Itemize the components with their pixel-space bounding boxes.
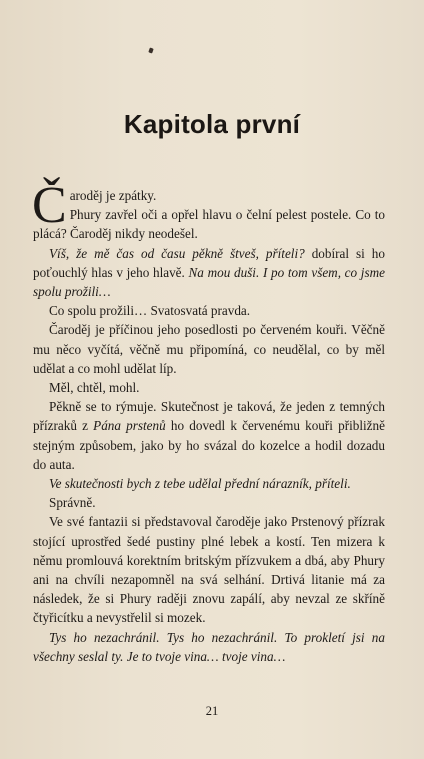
- text-run: Čaroděj je příčinou jeho posedlosti po červeném kouři. Věčně mu něco vyčítá, věčně mu připomíná, co neudělal, co by měl udělat a co mohl udělat líp.: [33, 322, 385, 376]
- text-run: Ve skutečnosti bych z tebe udělal přední nárazník, příteli.: [49, 476, 351, 492]
- italic-run: Pána prstenů: [93, 418, 166, 434]
- text-run: ho dovedl k červenému kouři přibližně stejným způsobem, jako by ho svázal do kozelce a hodil dozadu do auta.: [33, 418, 385, 472]
- text-run: Pěkně se to rýmuje. Skutečnost je taková, že jeden z temných přízraků z: [33, 399, 385, 434]
- paragraph: [33, 628, 385, 666]
- paragraph: [33, 474, 385, 493]
- text-run: Měl, chtěl, mohl.: [49, 380, 140, 396]
- italic-run: Na mou duši. I po tom všem, co jsme spolu prožili…: [33, 264, 385, 300]
- drop-cap: Č: [32, 177, 67, 234]
- text-run: Ve své fantazii si představoval čaroděje jako Prstenový přízrak stojící uprostřed šedé pustiny plné lebek a kostí. Ten mizera k němu promlouvá korektním britským přízvukem a dbá, aby Phury ani na chvíli nezapomněl na svá selhání. Drtivá litanie má za následek, že si Phury raději znovu zapálí, aby nevzal ze skříně čtyřicítku a nevystřelil si mozek.: [33, 514, 385, 626]
- text-run: aroděj je zpátky.: [69, 188, 157, 203]
- paragraph: [33, 493, 385, 512]
- text-run: Co spolu prožili… Svatosvatá pravda.: [49, 303, 251, 319]
- paragraph: [32, 177, 385, 244]
- paragraph: [33, 244, 385, 302]
- paragraph: [33, 320, 385, 378]
- paragraph: [33, 301, 385, 320]
- chapter-body-text: [32, 177, 385, 666]
- paragraph: [33, 397, 385, 474]
- chapter-title: Kapitola první: [123, 109, 301, 140]
- paragraph: [33, 512, 385, 627]
- page-number: 21: [205, 704, 219, 718]
- text-run: dobíral si ho poťouchlý hlas v jeho hlavě.: [33, 245, 385, 280]
- text-run: Tys ho nezachránil. Tys ho nezachránil. To prokletí jsi na všechny seslal ty. Je to tvoje vina… tvoje vina…: [33, 629, 385, 664]
- italic-run: Víš, že mě čas od času pěkně štveš, příteli?: [49, 245, 305, 261]
- text-run: Správně.: [49, 495, 96, 511]
- text-run: Phury zavřel oči a opřel hlavu o čelní pelest postele. Co to plácá? Čaroděj nikdy neodešel.: [33, 207, 385, 242]
- ink-speck: [148, 47, 153, 53]
- paragraph: [33, 378, 385, 397]
